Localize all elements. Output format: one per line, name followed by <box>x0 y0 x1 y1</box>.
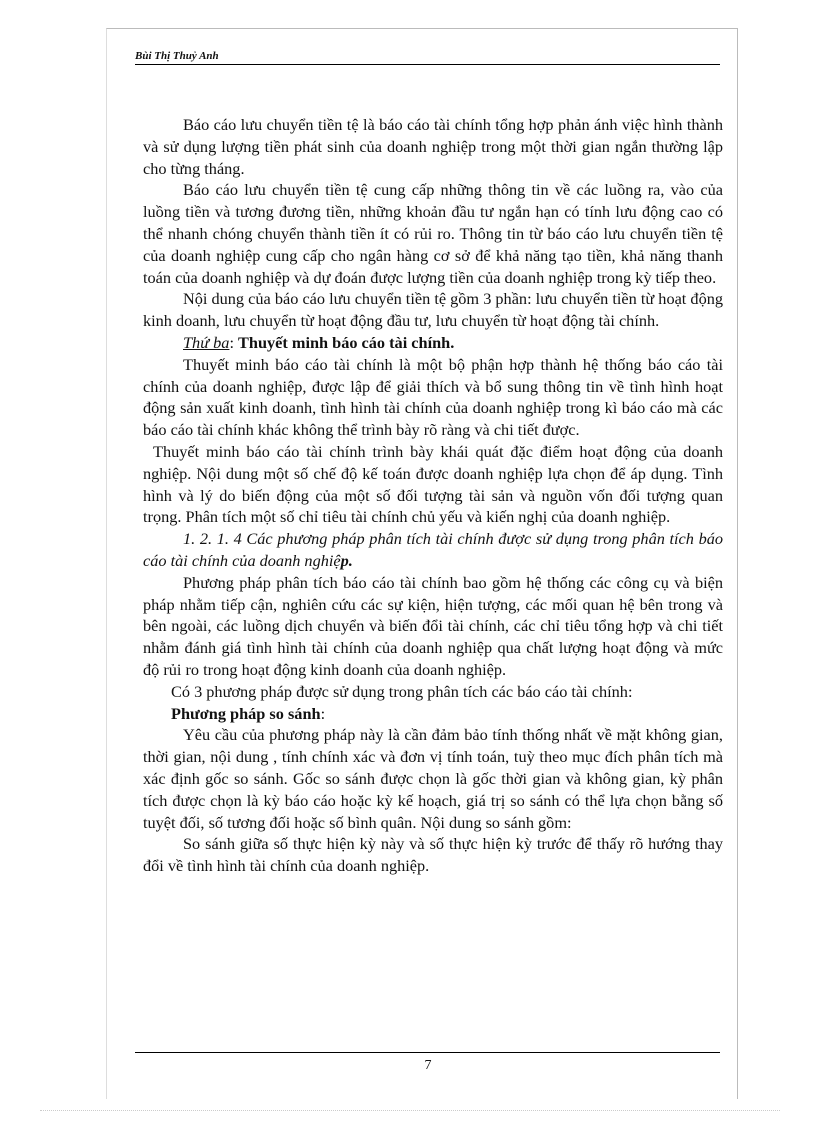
footer-rule <box>135 1052 720 1053</box>
paragraph-10: So sánh giữa số thực hiện kỳ này và số thực hiện kỳ trước để thấy rõ hướng thay đổi về tình hình tài chính của doanh nghiệp. <box>143 834 723 876</box>
method-heading <box>143 703 723 725</box>
paragraph-3: Nội dung của báo cáo lưu chuyển tiền tệ gồm 3 phần: lưu chuyển tiền từ hoạt động kinh doanh, lưu chuyển từ hoạt động đầu tư, lưu chuyển từ hoạt động tài chính. <box>143 289 723 331</box>
document-body <box>143 114 723 877</box>
paragraph-8: Có 3 phương pháp được sử dụng trong phân tích các báo cáo tài chính: <box>171 681 633 701</box>
paragraph-9: Yêu cầu của phương pháp này là cần đảm bảo tính thống nhất về mặt không gian, thời gian, nội dung , tính chính xác và đơn vị tính toán, tuỳ theo mục đích phân tích mà xác định gốc so sánh. Gốc so sánh được chọn là gốc thời gian và không gian, kỳ phân tích được chọn là kỳ báo cáo hoặc kỳ kế hoạch, giá trị so sánh có thể lựa chọn bằng số tuyệt đối, số tương đối hoặc số bình quân. Nội dung so sánh gồm: <box>143 725 723 832</box>
section-separator: : <box>229 332 239 352</box>
section-label: Thứ ba <box>183 332 230 352</box>
paragraph-6: Thuyết minh báo cáo tài chính trình bày khái quát đặc điểm hoạt động của doanh nghiệp. Nội dung một số chế độ kế toán được doanh nghiệp lựa chọn để áp dụng. Tình hình và lý do biến động của một số đối tượng tài sản và nguồn vốn đối tượng quan trọng. Phân tích một số chỉ tiêu tài chính chủ yếu và kiến nghị của doanh nghiệp. <box>143 441 723 527</box>
page-number: 7 <box>424 1058 432 1073</box>
paragraph-1: Báo cáo lưu chuyển tiền tệ là báo cáo tài chính tổng hợp phản ánh việc hình thành và sử dụng lượng tiền phát sinh của doanh nghiệp trong một thời gian ngắn thường lập cho từng tháng. <box>143 115 723 178</box>
method-heading-text: Phương pháp so sánh <box>171 703 321 723</box>
paragraph-2: Báo cáo lưu chuyển tiền tệ cung cấp những thông tin về các luồng ra, vào của luồng tiền và tương đương tiền, những khoản đầu tư ngắn hạn có tính lưu động cao có thể nhanh chóng chuyển thành tiền ít có rủi ro. Thông tin từ báo cáo lưu chuyển tiền tệ của doanh nghiệp cung cấp cho ngân hàng cơ sở để khả năng tạo tiền, khả năng thanh toán của doanh nghiệp và dự đoán được lượng tiền của doanh nghiệp trong kỳ tiếp theo. <box>143 180 723 287</box>
paragraph-5: Thuyết minh báo cáo tài chính là một bộ phận hợp thành hệ thống báo cáo tài chính của doanh nghiệp, được lập để giải thích và bổ sung thông tin về tình hình hoạt động sản xuất kinh doanh, tình hình tài chính của doanh nghiệp trong kì báo cáo mà các báo cáo tài chính khác không thể trình bày rõ ràng và chi tiết được. <box>143 354 723 440</box>
page-edge-dots <box>40 1110 780 1111</box>
section-title: Thuyết minh báo cáo tài chính. <box>238 332 455 352</box>
section-thu-ba <box>143 332 723 354</box>
subsection-heading-text: 1. 2. 1. 4 Các phương pháp phân tích tài chính được sử dụng trong phân tích báo cáo tài chính của doanh nghiệ <box>143 529 723 570</box>
paragraph-7: Phương pháp phân tích báo cáo tài chính bao gồm hệ thống các công cụ và biện pháp nhằm tiếp cận, nghiên cứu các sự kiện, hiện tượng, các mối quan hệ bên trong và bên ngoài, các luồng dịch chuyển và biến đổi tài chính, các chỉ tiêu tổng hợp và chi tiết nhằm đánh giá tình hình tài chính của doanh nghiệp qua chất lượng hoạt động và mức độ rủi ro trong hoạt động kinh doanh của doanh nghiệp. <box>143 572 723 679</box>
running-header <box>135 50 720 65</box>
subsection-heading <box>143 528 723 572</box>
method-heading-colon: : <box>320 703 326 723</box>
header-author: Bùi Thị Thuỷ Anh <box>135 50 219 62</box>
subsection-heading-end: p. <box>340 550 353 570</box>
